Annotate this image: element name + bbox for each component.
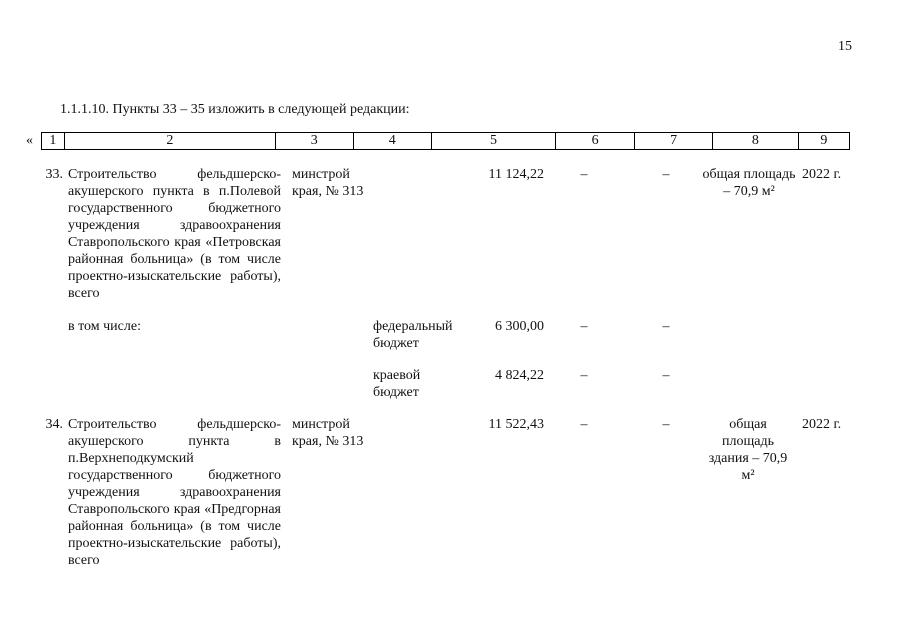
row-source: краевой бюджет xyxy=(373,368,421,400)
page-number: 15 xyxy=(838,39,852,54)
row-col7: – xyxy=(662,417,670,432)
row-area: общая площадь – 70,9 м² xyxy=(702,167,796,199)
row-col6: – xyxy=(580,319,588,334)
header-cell-1: 1 xyxy=(42,133,65,149)
table-header-row xyxy=(41,132,850,150)
header-cell-3: 3 xyxy=(276,133,354,149)
header-cell-4: 4 xyxy=(354,133,432,149)
row-col6: – xyxy=(580,417,588,432)
row-ministry: минстрой края, № 313 xyxy=(292,417,364,449)
amendment-intro: 1.1.1.10. Пункты 33 – 35 изложить в следующей редакции: xyxy=(60,102,410,117)
row-col6: – xyxy=(580,368,588,383)
header-cell-7: 7 xyxy=(635,133,713,149)
row-col7: – xyxy=(662,319,670,334)
row-year: 2022 г. xyxy=(802,417,842,432)
row-label: в том числе: xyxy=(68,319,141,334)
row-amount: 11 522,43 xyxy=(488,417,544,432)
row-year: 2022 г. xyxy=(802,167,842,182)
row-col7: – xyxy=(662,368,670,383)
row-area: общая площадь здания – 70,9 м² xyxy=(708,417,788,483)
header-cell-6: 6 xyxy=(556,133,635,149)
row-amount: 4 824,22 xyxy=(495,368,544,383)
header-cell-5: 5 xyxy=(432,133,557,149)
row-source: федеральный бюджет xyxy=(373,319,453,351)
header-cell-9: 9 xyxy=(820,133,828,148)
row-col6: – xyxy=(580,167,588,182)
opening-quote: « xyxy=(26,133,33,148)
row-number: 33. xyxy=(45,167,63,182)
row-number: 34. xyxy=(45,417,63,432)
header-cell-8: 8 xyxy=(713,133,799,149)
row-amount: 11 124,22 xyxy=(488,167,544,182)
row-description: Строительство фельдшерско-акушерского пункта в п.Полевой государственного бюджетного учреждения здравоохранения Ставропольского края «Петровская районная больница» (в том числе проектно-изыскательские работы), всего xyxy=(68,167,281,301)
row-description: Строительство фельдшерско-акушерского пункта в п.Верхнеподкумский государственного бюджетного учреждения здравоохранения Ставропольского края «Предгорная районная больница» (в том числе проектно-изыскательские работы), всего xyxy=(68,417,281,568)
row-ministry: минстрой края, № 313 xyxy=(292,167,364,199)
header-cell-2: 2 xyxy=(65,133,276,149)
row-col7: – xyxy=(662,167,670,182)
row-amount: 6 300,00 xyxy=(495,319,544,334)
